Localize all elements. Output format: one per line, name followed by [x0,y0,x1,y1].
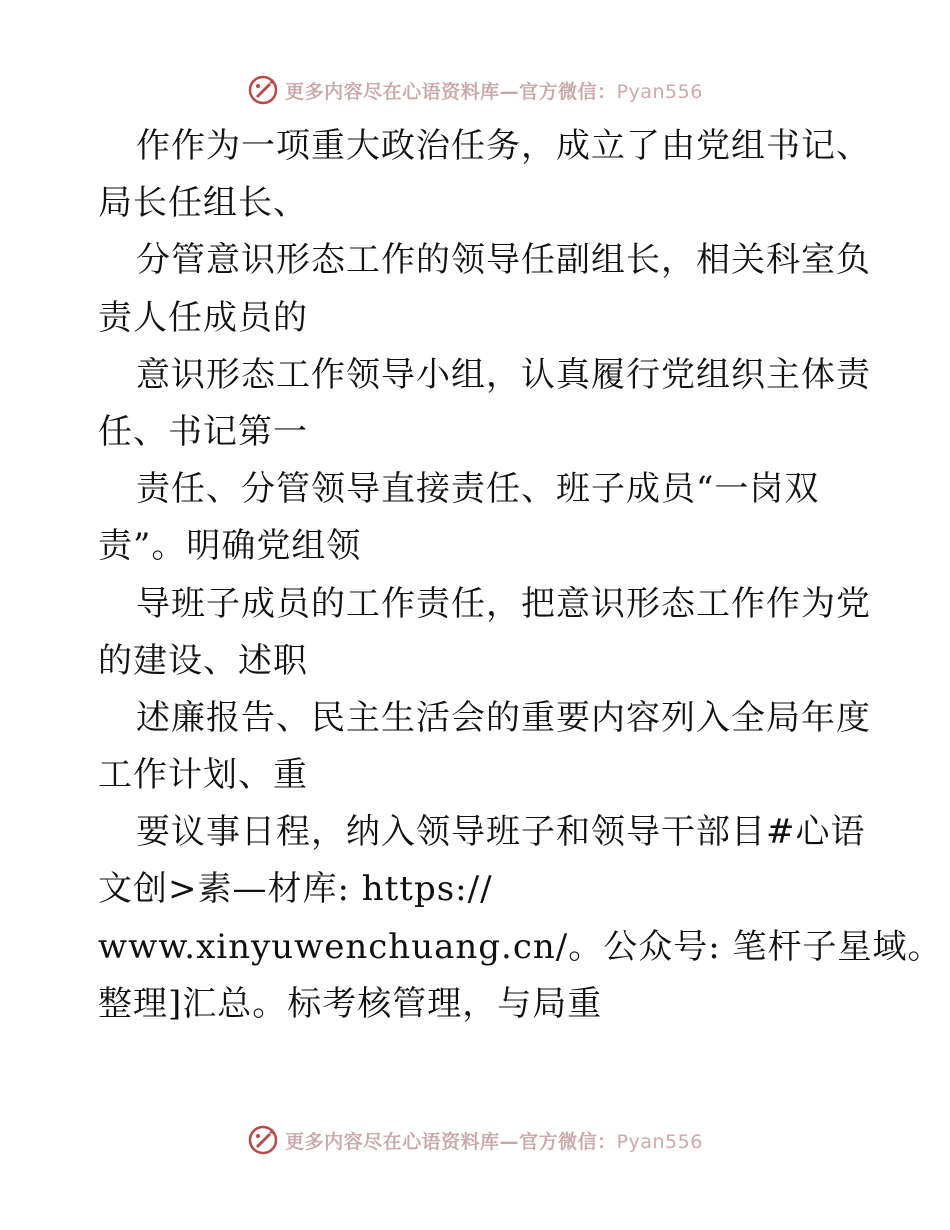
text-line: 工作计划、重 [98,755,308,796]
header-banner [0,70,950,110]
document-body [98,118,943,1033]
footer-banner-text: 更多内容尽在心语资料库—官方微信：Pyan556 [285,1130,703,1153]
text-line: 文创>素—材库: https:// [98,869,493,910]
text-line: 述廉报告、民主生活会的重要内容列入全局年度 [136,697,871,738]
text-line: 责任、分管领导直接责任、班子成员“一岗双 [136,469,820,510]
text-line: 责”。明确党组领 [98,526,362,567]
brand-logo-icon [247,1124,279,1156]
text-line: 任、书记第一 [98,411,308,452]
header-account: Pyan556 [616,80,703,103]
text-line: 责人任成员的 [98,297,308,338]
text-line: 要议事日程，纳入领导班子和领导干部目#心语 [136,812,866,853]
text-line: 分管意识形态工作的领导任副组长，相关科室负 [136,240,871,281]
text-line: www.xinyuwenchuang.cn/。公众号: 笔杆子星域。 [98,926,943,967]
text-line: 的建设、述职 [98,640,308,681]
header-banner-text: 更多内容尽在心语资料库—官方微信：Pyan556 [285,80,703,103]
text-line: 作作为一项重大政治任务，成立了由党组书记、 [136,126,871,166]
footer-banner [0,1120,950,1160]
text-line: 整理]汇总。标考核管理，与局重 [98,983,603,1024]
text-line: 局长任组长、 [98,183,308,224]
footer-account: Pyan556 [616,1130,703,1153]
text-line: 意识形态工作领导小组，认真履行党组织主体责 [136,354,871,395]
brand-logo-icon [247,74,279,106]
text-line: 导班子成员的工作责任，把意识形态工作作为党 [136,583,871,624]
